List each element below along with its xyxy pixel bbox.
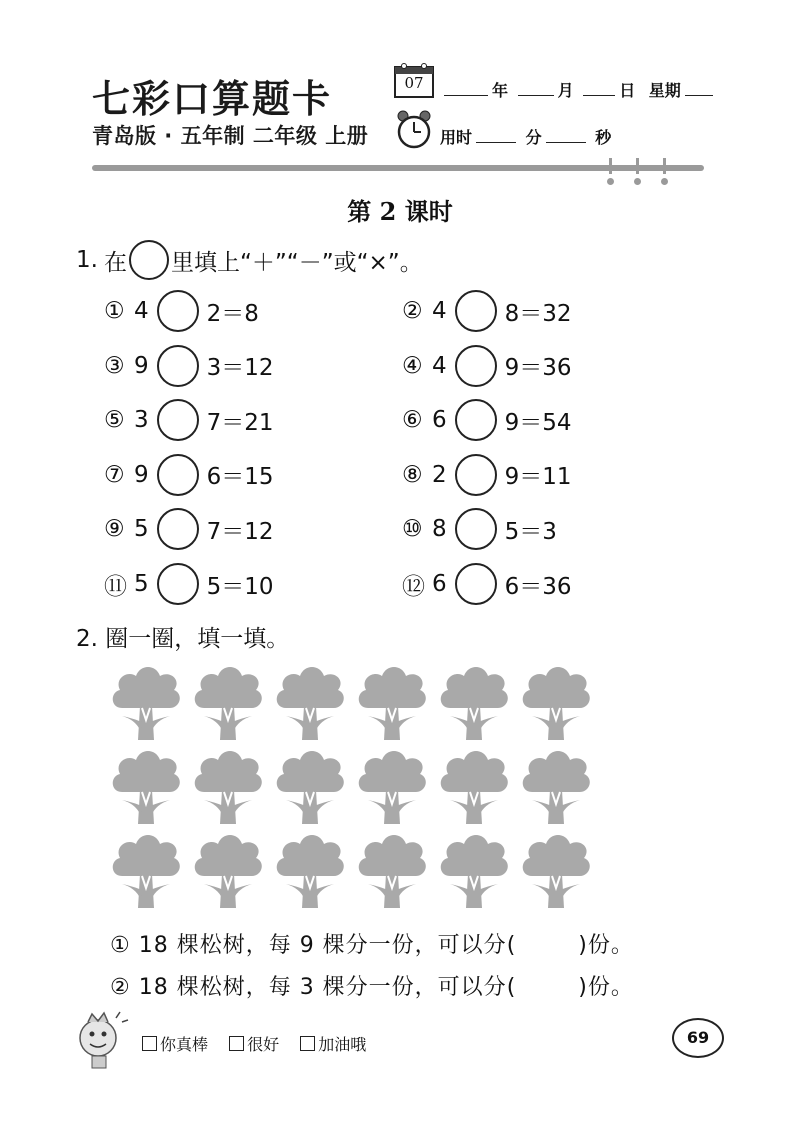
operator-circle[interactable] <box>455 508 497 550</box>
rule-dot <box>661 178 668 185</box>
mascot-icon <box>70 1008 134 1072</box>
sub-question-2-end: )份。 <box>578 975 634 1000</box>
item-number: ④ <box>402 352 423 379</box>
equation-item <box>104 563 274 605</box>
operand-a: 5 <box>134 516 149 543</box>
operand-a: 6 <box>432 571 447 597</box>
checkbox-icon <box>229 1036 244 1051</box>
tree-icon[interactable] <box>354 662 430 742</box>
operand-rest: 5＝10 <box>206 573 274 600</box>
operand-a: 2 <box>432 461 447 488</box>
operand-a: 4 <box>432 298 447 324</box>
operator-circle[interactable] <box>455 454 497 496</box>
day-label: 日 <box>619 81 636 100</box>
operator-circle[interactable] <box>455 399 497 441</box>
operator-circle[interactable] <box>455 345 497 387</box>
item-number: ⑦ <box>104 461 125 488</box>
item-number: ① <box>104 298 125 324</box>
tree-icon[interactable] <box>436 830 512 910</box>
sub-question-1-end: )份。 <box>578 933 634 958</box>
equation-item <box>402 345 572 387</box>
prompt-pre: 在 <box>103 249 127 276</box>
rating-label: 你真棒 <box>160 1035 209 1054</box>
operand-a: 6 <box>432 407 447 434</box>
operator-circle[interactable] <box>157 345 199 387</box>
operand-a: 4 <box>134 298 149 324</box>
operand-a: 4 <box>432 352 447 379</box>
operand-rest: 9＝36 <box>504 355 572 382</box>
self-rating <box>142 1032 382 1055</box>
operand-rest: 6＝15 <box>206 464 274 491</box>
equation-item <box>104 399 274 441</box>
item-number: ⑫ <box>402 573 425 600</box>
edition-subtitle: 青岛版 · 五年制 二年级 上册 <box>92 124 369 148</box>
month-label: 月 <box>557 81 574 100</box>
rating-option-1[interactable] <box>142 1035 208 1054</box>
second-label: 秒 <box>595 128 612 147</box>
question-number: 1. <box>76 247 98 273</box>
checkbox-icon <box>142 1036 157 1051</box>
operator-circle[interactable] <box>157 508 199 550</box>
tree-icon[interactable] <box>190 662 266 742</box>
operand-a: 5 <box>134 571 149 597</box>
operator-circle[interactable] <box>157 563 199 605</box>
sub-question-2-text: ② 18 棵松树，每 3 棵分一份，可以分( <box>110 975 517 1000</box>
operator-circle[interactable] <box>455 563 497 605</box>
item-number: ② <box>402 298 423 324</box>
operand-rest: 9＝54 <box>504 409 572 436</box>
lesson-title: 第 2 课时 <box>347 197 453 226</box>
tree-icon[interactable] <box>518 662 594 742</box>
operand-rest: 3＝12 <box>206 355 274 382</box>
checkbox-icon <box>300 1036 315 1051</box>
rating-label: 很好 <box>247 1035 280 1054</box>
tree-icon[interactable] <box>272 830 348 910</box>
tree-icon[interactable] <box>436 662 512 742</box>
equation-item <box>402 399 572 441</box>
item-number: ⑧ <box>402 461 423 488</box>
tree-icon[interactable] <box>108 830 184 910</box>
circle-blank <box>129 240 169 280</box>
operator-circle[interactable] <box>157 399 199 441</box>
year-label: 年 <box>492 81 509 100</box>
minute-label: 分 <box>525 128 542 147</box>
tree-icon[interactable] <box>272 662 348 742</box>
operand-rest: 2＝8 <box>206 300 259 327</box>
rule-tick <box>636 158 639 174</box>
rule-tick <box>609 158 612 174</box>
operator-circle[interactable] <box>455 290 497 332</box>
tree-icon[interactable] <box>354 830 430 910</box>
operand-a: 9 <box>134 461 149 488</box>
operand-rest: 7＝21 <box>206 409 274 436</box>
rule-dot <box>607 178 614 185</box>
weekday-label: 星期 <box>648 81 681 100</box>
item-number: ⑪ <box>104 573 127 600</box>
equation-item <box>104 454 274 496</box>
operator-circle[interactable] <box>157 290 199 332</box>
rating-option-3[interactable] <box>300 1035 366 1054</box>
operand-a: 8 <box>432 516 447 543</box>
item-number: ③ <box>104 352 125 379</box>
tree-icon[interactable] <box>190 746 266 826</box>
operand-rest: 9＝11 <box>504 464 572 491</box>
rule-tick <box>663 158 666 174</box>
clock-icon <box>396 110 432 150</box>
equation-item <box>402 454 572 496</box>
equation-item <box>402 563 572 605</box>
tree-icon[interactable] <box>190 830 266 910</box>
tree-icon[interactable] <box>436 746 512 826</box>
header-rule <box>92 165 704 171</box>
question-2-title: 2. 圈一圈，填一填。 <box>76 626 290 652</box>
tree-icon[interactable] <box>518 746 594 826</box>
page-number: 69 <box>672 1018 724 1058</box>
tree-icon[interactable] <box>108 662 184 742</box>
tree-icon[interactable] <box>354 746 430 826</box>
operand-a: 3 <box>134 407 149 434</box>
sub-question-2 <box>110 970 634 1001</box>
operand-rest: 6＝36 <box>504 573 572 600</box>
operand-rest: 7＝12 <box>206 518 274 545</box>
item-number: ⑨ <box>104 516 125 543</box>
rule-dot <box>634 178 641 185</box>
rating-label: 加油哦 <box>318 1035 367 1054</box>
equation-item <box>104 290 259 332</box>
question-1-prompt <box>76 240 423 280</box>
logo-title: 七彩口算题卡 <box>92 76 333 121</box>
tree-icon[interactable] <box>108 746 184 826</box>
operand-rest: 8＝32 <box>504 300 572 327</box>
time-fields <box>440 125 611 148</box>
equation-item <box>402 290 572 332</box>
sub-question-1 <box>110 928 634 959</box>
equation-item <box>402 508 557 550</box>
sub-question-1-text: ① 18 棵松树，每 9 棵分一份，可以分( <box>110 933 517 958</box>
time-label: 用时 <box>440 128 473 147</box>
date-fields <box>440 78 717 101</box>
calendar-day: 07 <box>404 74 424 92</box>
equation-item <box>104 345 274 387</box>
operand-rest: 5＝3 <box>504 518 557 545</box>
prompt-post: 里填上“＋”“－”或“×”。 <box>170 249 423 276</box>
item-number: ⑥ <box>402 407 423 434</box>
item-number: ⑤ <box>104 407 125 434</box>
rating-option-2[interactable] <box>229 1035 279 1054</box>
operand-a: 9 <box>134 352 149 379</box>
item-number: ⑩ <box>402 516 423 543</box>
operator-circle[interactable] <box>157 454 199 496</box>
tree-icon[interactable] <box>518 830 594 910</box>
tree-icon[interactable] <box>272 746 348 826</box>
equation-item <box>104 508 274 550</box>
